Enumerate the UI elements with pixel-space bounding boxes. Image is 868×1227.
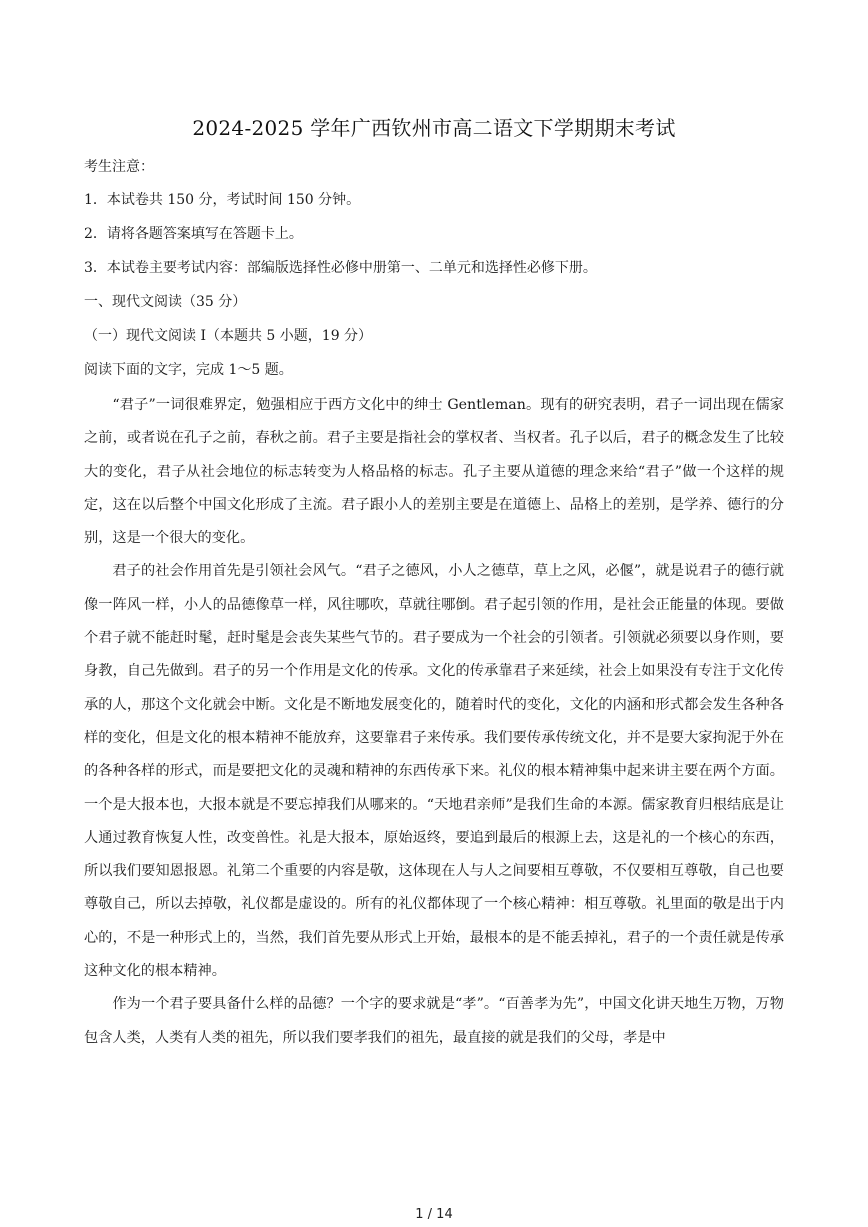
notice-heading: 考生注意： bbox=[84, 159, 154, 175]
notice-item-1: 1．本试卷共 150 分，考试时间 150 分钟。 bbox=[84, 192, 361, 208]
passage-paragraph-2: 君子的社会作用首先是引领社会风气。“君子之德风，小人之德草，草上之风，必偃”，就是说君子的德行就像一阵风一样，小人的品德像草一样，风往哪吹，草就往哪倒。君子起引领的作用，是社会正能量的体现。要做个君子就不能赶时髦，赶时髦是会丧失某些气节的。君子要成为一个社会的引领者。引领就必须要以身作则，要身教，自己先做到。君子的另一个作用是文化的传承。文化的传承靠君子来延续，社会上如果没有专注于文化传承的人，那这个文化就会中断。文化是不断地发展变化的，随着时代的变化，文化的内涵和形式都会发生各种各样的变化，但是文化的根本精神不能放弃，这要靠君子来传承。我们要传承传统文化，并不是要大家拘泥于外在的各种各样的形式，而是要把文化的灵魂和精神的东西传承下来。礼仪的根本精神集中起来讲主要在两个方面。一个是大报本也，大报本就是不要忘掉我们从哪来的。“天地君亲师”是我们生命的本源。儒家教育归根结底是让人通过教育恢复人性，改变兽性。礼是大报本，原始返终，要追到最后的根源上去，这是礼的一个核心的东西，所以我们要知恩报恩。礼第二个重要的内容是敬，这体现在人与人之间要相互尊敬，不仅要相互尊敬，自己也要尊敬自己，所以去掉敬，礼仪都是虚设的。所有的礼仪都体现了一个核心精神：相互尊敬。礼里面的敬是出于内心的，不是一种形式上的，当然，我们首先要从形式上开始，最根本的是不能丢掉礼，君子的一个责任就是传承这种文化的根本精神。 bbox=[84, 563, 784, 980]
reading-instruction: 阅读下面的文字，完成 1～5 题。 bbox=[84, 362, 293, 378]
passage-paragraph-3: 作为一个君子要具备什么样的品德？一个字的要求就是“孝”。“百善孝为先”，中国文化讲天地生万物，万物包含人类，人类有人类的祖先，所以我们要孝我们的祖先，最直接的就是我们的父母，孝是中 bbox=[84, 996, 784, 1046]
passage-paragraph-1: “君子”一词很难界定，勉强相应于西方文化中的绅士 Gentleman。现有的研究表明，君子一词出现在儒家之前，或者说在孔子之前，春秋之前。君子主要是指社会的掌权者、当权者。孔子以后，君子的概念发生了比较大的变化，君子从社会地位的标志转变为人格品格的标志。孔子主要从道德的理念来给“君子”做一个这样的规定，这在以后整个中国文化形成了主流。君子跟小人的差别主要是在道德上、品格上的差别，是学养、德行的分别，这是一个很大的变化。 bbox=[84, 397, 784, 547]
notice-item-3: 3．本试卷主要考试内容：部编版选择性必修中册第一、二单元和选择性必修下册。 bbox=[84, 260, 597, 276]
subsection-heading: （一）现代文阅读 I（本题共 5 小题，19 分） bbox=[84, 328, 373, 344]
page-indicator: 1 / 14 bbox=[415, 1207, 453, 1222]
notice-item-2: 2．请将各题答案填写在答题卡上。 bbox=[84, 226, 303, 242]
section-heading: 一、现代文阅读（35 分） bbox=[84, 294, 247, 310]
reading-passage bbox=[84, 389, 784, 1055]
document-title: 2024-2025 学年广西钦州市高二语文下学期期末考试 bbox=[192, 116, 676, 140]
